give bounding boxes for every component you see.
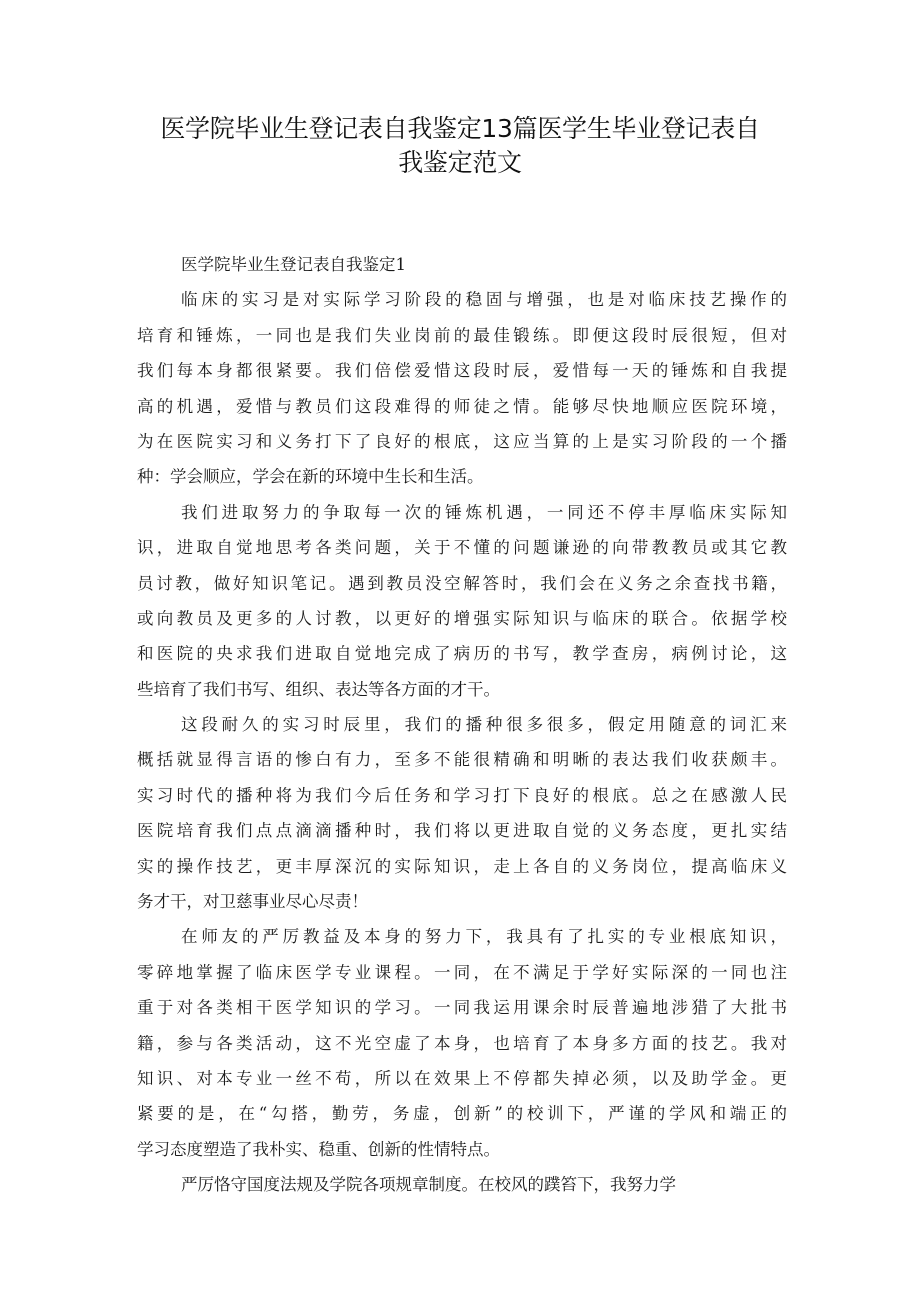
paragraph-line: 种：学会顺应，学会在新的环境中生长和生活。 [137, 467, 484, 487]
paragraph-line: 实习时代的播种将为我们今后任务和学习打下良好的根底。总之在感激人民 [137, 785, 787, 805]
paragraph-line: 在师友的严厉教益及本身的努力下，我具有了扎实的专业根底知识， [181, 927, 787, 947]
title-line-1: 医学院毕业生登记表自我鉴定13篇医学生毕业登记表自 [160, 114, 760, 143]
paragraph-line: 识，进取自觉地思考各类问题，关于不懂的问题谦逊的向带教教员或其它教 [137, 538, 787, 558]
paragraph-line: 实的操作技艺，更丰厚深沉的实际知识，走上各自的义务岗位，提高临床义 [137, 856, 787, 876]
document-body [137, 253, 787, 1209]
paragraph-line: 或向教员及更多的人讨教，以更好的增强实际知识与临床的联合。依据学校 [137, 608, 787, 628]
paragraph-line: 严厉恪守国度法规及学院各项规章制度。在校风的蹼笞下，我努力学 [181, 1175, 676, 1195]
paragraph-line: 知识、对本专业一丝不苟，所以在效果上不停都失掉必须，以及助学金。更 [137, 1068, 787, 1088]
paragraph-line: 员讨教，做好知识笔记。遇到教员没空解答时，我们会在义务之余查找书籍， [137, 573, 787, 593]
paragraph-line: 高的机遇，爱惜与教员们这段难得的师徒之情。能够尽快地顺应医院环境， [137, 396, 787, 416]
paragraph-line: 概括就显得言语的惨白有力，至多不能很精确和明晰的表达我们收获颇丰。 [137, 750, 787, 770]
document-title [110, 112, 810, 180]
paragraph-line: 零碎地掌握了临床医学专业课程。一同，在不满足于学好实际深的一同也注 [137, 962, 787, 982]
section-heading: 医学院毕业生登记表自我鉴定1 [181, 255, 406, 274]
paragraph-line: 医院培育我们点点滴滴播种时，我们将以更进取自觉的义务态度，更扎实结 [137, 821, 787, 841]
paragraph-line: 和医院的央求我们进取自觉地完成了病历的书写，教学查房，病例讨论，这 [137, 644, 787, 664]
paragraph-line: 为在医院实习和义务打下了良好的根底，这应当算的上是实习阶段的一个播 [137, 431, 787, 451]
paragraph-line: 这段耐久的实习时辰里，我们的播种很多很多，假定用随意的词汇来 [181, 715, 787, 735]
paragraph-line: 籍，参与各类活动，这不光空虚了本身，也培育了本身多方面的技艺。我对 [137, 1033, 787, 1053]
paragraph-line: 培育和锤炼，一同也是我们失业岗前的最佳锻练。即便这段时辰很短，但对 [137, 325, 787, 345]
paragraph-line: 务才干，对卫慈事业尽心尽责！ [137, 892, 368, 912]
paragraph-line: 我们每本身都很紧要。我们倍偿爱惜这段时辰，爱惜每一天的锤炼和自我提 [137, 361, 787, 381]
paragraph-line: 学习态度塑造了我朴实、稳重、创新的性情特点。 [137, 1139, 500, 1159]
paragraph-line: 我们进取努力的争取每一次的锤炼机遇，一同还不停丰厚临床实际知 [181, 502, 787, 522]
paragraph-line: 紧要的是，在“勾搭，勤劳，务虚，创新”的校训下，严谨的学风和端正的 [137, 1104, 787, 1124]
paragraph-line: 些培育了我们书写、组织、表达等各方面的才干。 [137, 679, 500, 699]
paragraph-line: 临床的实习是对实际学习阶段的稳固与增强，也是对临床技艺操作的 [181, 290, 787, 310]
paragraph-line: 重于对各类相干医学知识的学习。一同我运用课余时辰普遍地涉猎了大批书 [137, 998, 787, 1018]
title-line-2: 我鉴定范文 [398, 148, 522, 177]
